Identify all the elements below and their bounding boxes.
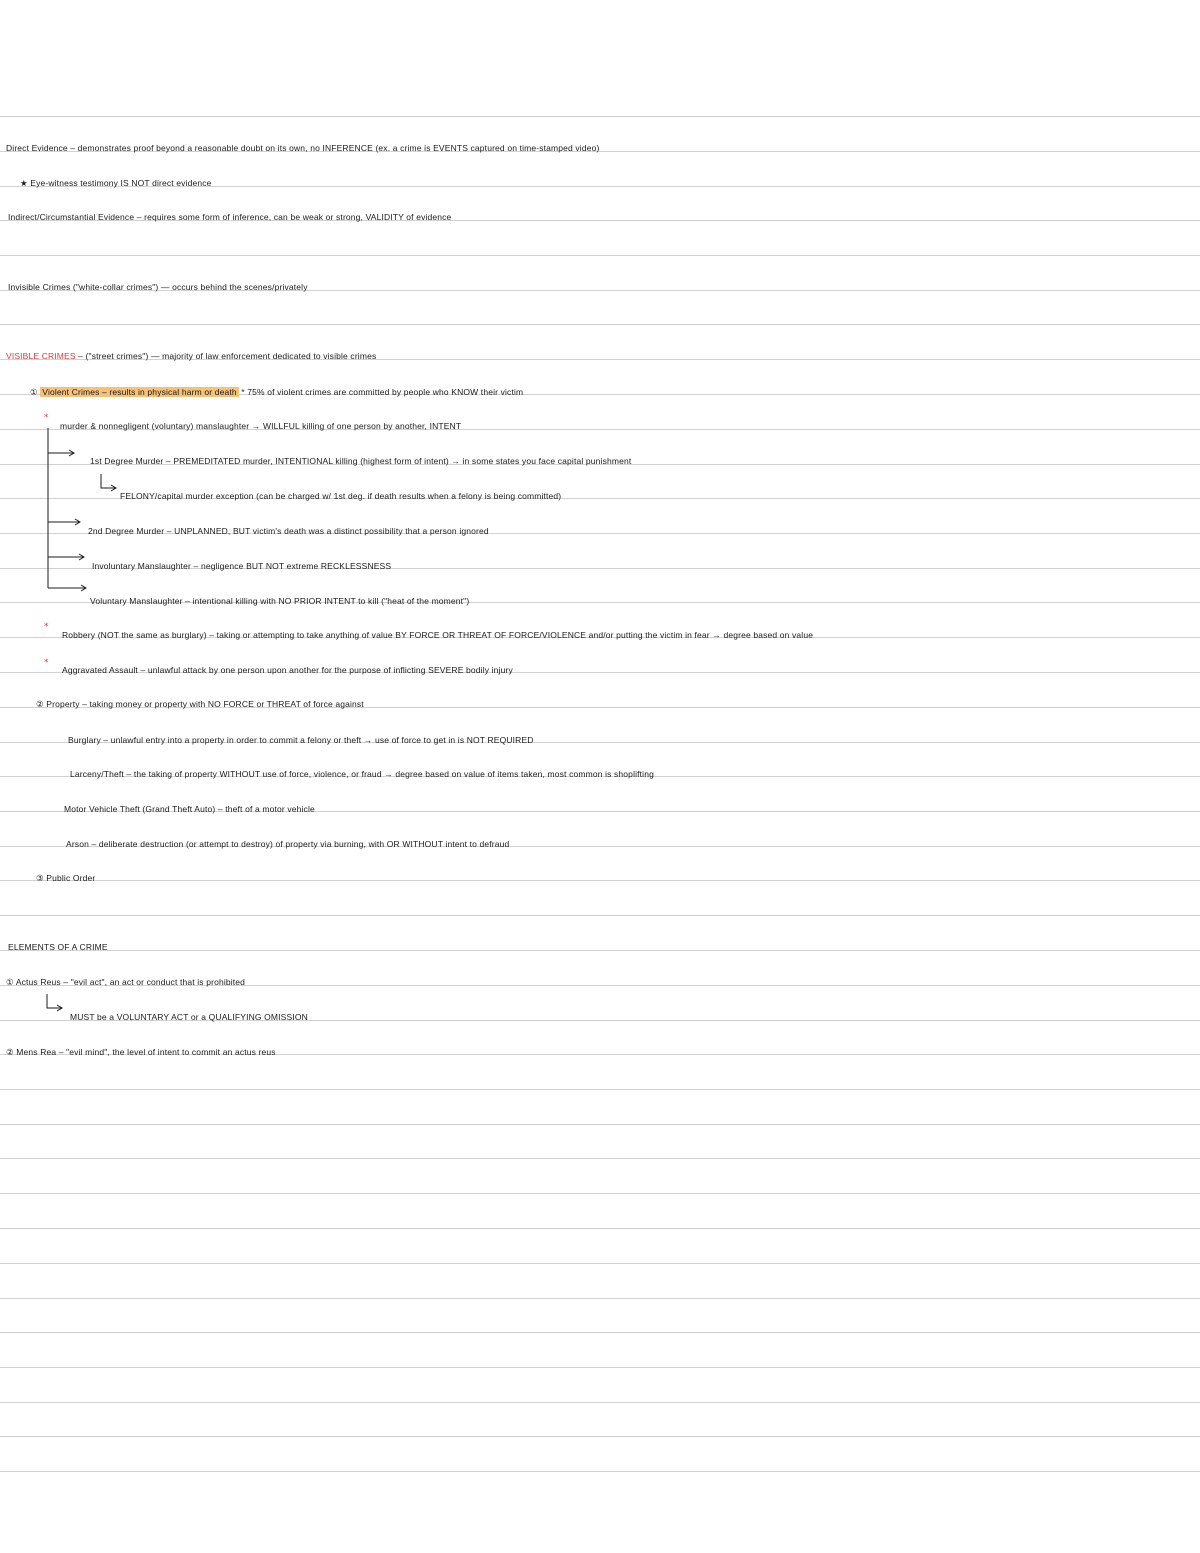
property-text: Property – taking money or property with NO FORCE or THREAT of force against [46, 699, 364, 709]
tree-bracket-arrows [40, 426, 130, 606]
ruled-line [0, 1263, 1200, 1264]
ruled-line [0, 1402, 1200, 1403]
ruled-line [0, 324, 1200, 325]
note-violent-crimes [30, 386, 523, 398]
red-star-icon: * [44, 622, 49, 632]
circled-number: ② [36, 699, 44, 709]
ruled-line [0, 880, 1200, 881]
circled-number: ① [6, 977, 14, 987]
note-actus-voluntary: MUST be a VOLUNTARY ACT or a QUALIFYING OMISSION [70, 1012, 308, 1022]
violent-crimes-label: Violent Crimes – results in physical harm or death [42, 387, 237, 397]
ruled-line [0, 1332, 1200, 1333]
ruled-line [0, 1471, 1200, 1472]
note-actus-reus [6, 976, 245, 988]
circled-number: ② [6, 1047, 14, 1057]
ruled-line [0, 950, 1200, 951]
hook-arrow-icon [98, 473, 122, 493]
note-aggravated: Aggravated Assault – unlawful attack by one person upon another for the purpose of inflicting SEVERE bodily injury [62, 665, 513, 675]
note-voluntary: Voluntary Manslaughter – intentional killing with NO PRIOR INTENT to kill ("heat of the moment") [90, 596, 470, 606]
ruled-line [0, 1158, 1200, 1159]
note-larceny: Larceny/Theft – the taking of property WITHOUT use of force, violence, or fraud → degree based on value of items taken, most common is shoplifting [70, 769, 654, 779]
note-indirect-evidence: Indirect/Circumstantial Evidence – requires some form of inference, can be weak or strong, VALIDITY of evidence [8, 212, 452, 222]
ruled-line [0, 1367, 1200, 1368]
hook-arrow-icon [44, 993, 68, 1015]
visible-crimes-label: VISIBLE CRIMES [6, 351, 76, 361]
note-visible-crimes [6, 350, 376, 362]
circled-number: ③ [36, 873, 44, 883]
note-first-degree: 1st Degree Murder – PREMEDITATED murder, INTENTIONAL killing (highest form of intent) → in some states you face capital punishment [90, 456, 632, 466]
note-motor-vehicle: Motor Vehicle Theft (Grand Theft Auto) – theft of a motor vehicle [64, 804, 315, 814]
public-order-text: Public Order [46, 873, 96, 883]
visible-crimes-text: – ("street crimes") — majority of law enforcement dedicated to visible crimes [78, 351, 377, 361]
elements-heading: ELEMENTS OF A CRIME [8, 942, 108, 952]
note-eye-witness: ★ Eye-witness testimony IS NOT direct evidence [20, 178, 212, 188]
note-arson: Arson – deliberate destruction (or attempt to destroy) of property via burning, with OR WITHOUT intent to defraud [66, 839, 510, 849]
ruled-line [0, 915, 1200, 916]
note-burglary: Burglary – unlawful entry into a property in order to commit a felony or theft → use of force to get in is NOT REQUIRED [68, 735, 534, 745]
ruled-line [0, 1298, 1200, 1299]
ruled-line [0, 1228, 1200, 1229]
note-mens-rea [6, 1046, 276, 1058]
note-second-degree: 2nd Degree Murder – UNPLANNED, BUT victim's death was a distinct possibility that a person ignored [88, 526, 489, 536]
ruled-line [0, 1193, 1200, 1194]
violent-crimes-text: * 75% of violent crimes are committed by people who KNOW their victim [241, 387, 524, 397]
note-felony-murder: FELONY/capital murder exception (can be charged w/ 1st deg. if death results when a felony is being committed) [120, 491, 562, 501]
ruled-line [0, 116, 1200, 117]
red-star-icon: * [44, 413, 49, 423]
note-direct-evidence: Direct Evidence – demonstrates proof beyond a reasonable doubt on its own, no INFERENCE (ex. a crime is EVENTS captured on time-stamped video) [6, 143, 600, 153]
note-robbery: Robbery (NOT the same as burglary) – taking or attempting to take anything of value BY FORCE OR THREAT OF FORCE/VIOLENCE and/or putting the victim in fear → degree based on value [62, 630, 814, 640]
note-property [36, 698, 364, 710]
note-involuntary: Involuntary Manslaughter – negligence BUT NOT extreme RECKLESSNESS [92, 561, 392, 571]
circled-number: ① [30, 387, 38, 397]
actus-reus-text: Actus Reus – "evil act", an act or conduct that is prohibited [15, 977, 246, 987]
note-public-order [36, 872, 95, 884]
ruled-line [0, 255, 1200, 256]
ruled-line [0, 1089, 1200, 1090]
red-star-icon: * [44, 658, 49, 668]
ruled-line [0, 1124, 1200, 1125]
mens-rea-text: Mens Rea – "evil mind", the level of intent to commit an actus reus [16, 1047, 276, 1057]
note-invisible-crimes: Invisible Crimes ("white-collar crimes") — occurs behind the scenes/privately [8, 282, 308, 292]
ruled-line [0, 1436, 1200, 1437]
note-murder: murder & nonnegligent (voluntary) manslaughter → WILLFUL killing of one person by another, INTENT [60, 421, 462, 431]
